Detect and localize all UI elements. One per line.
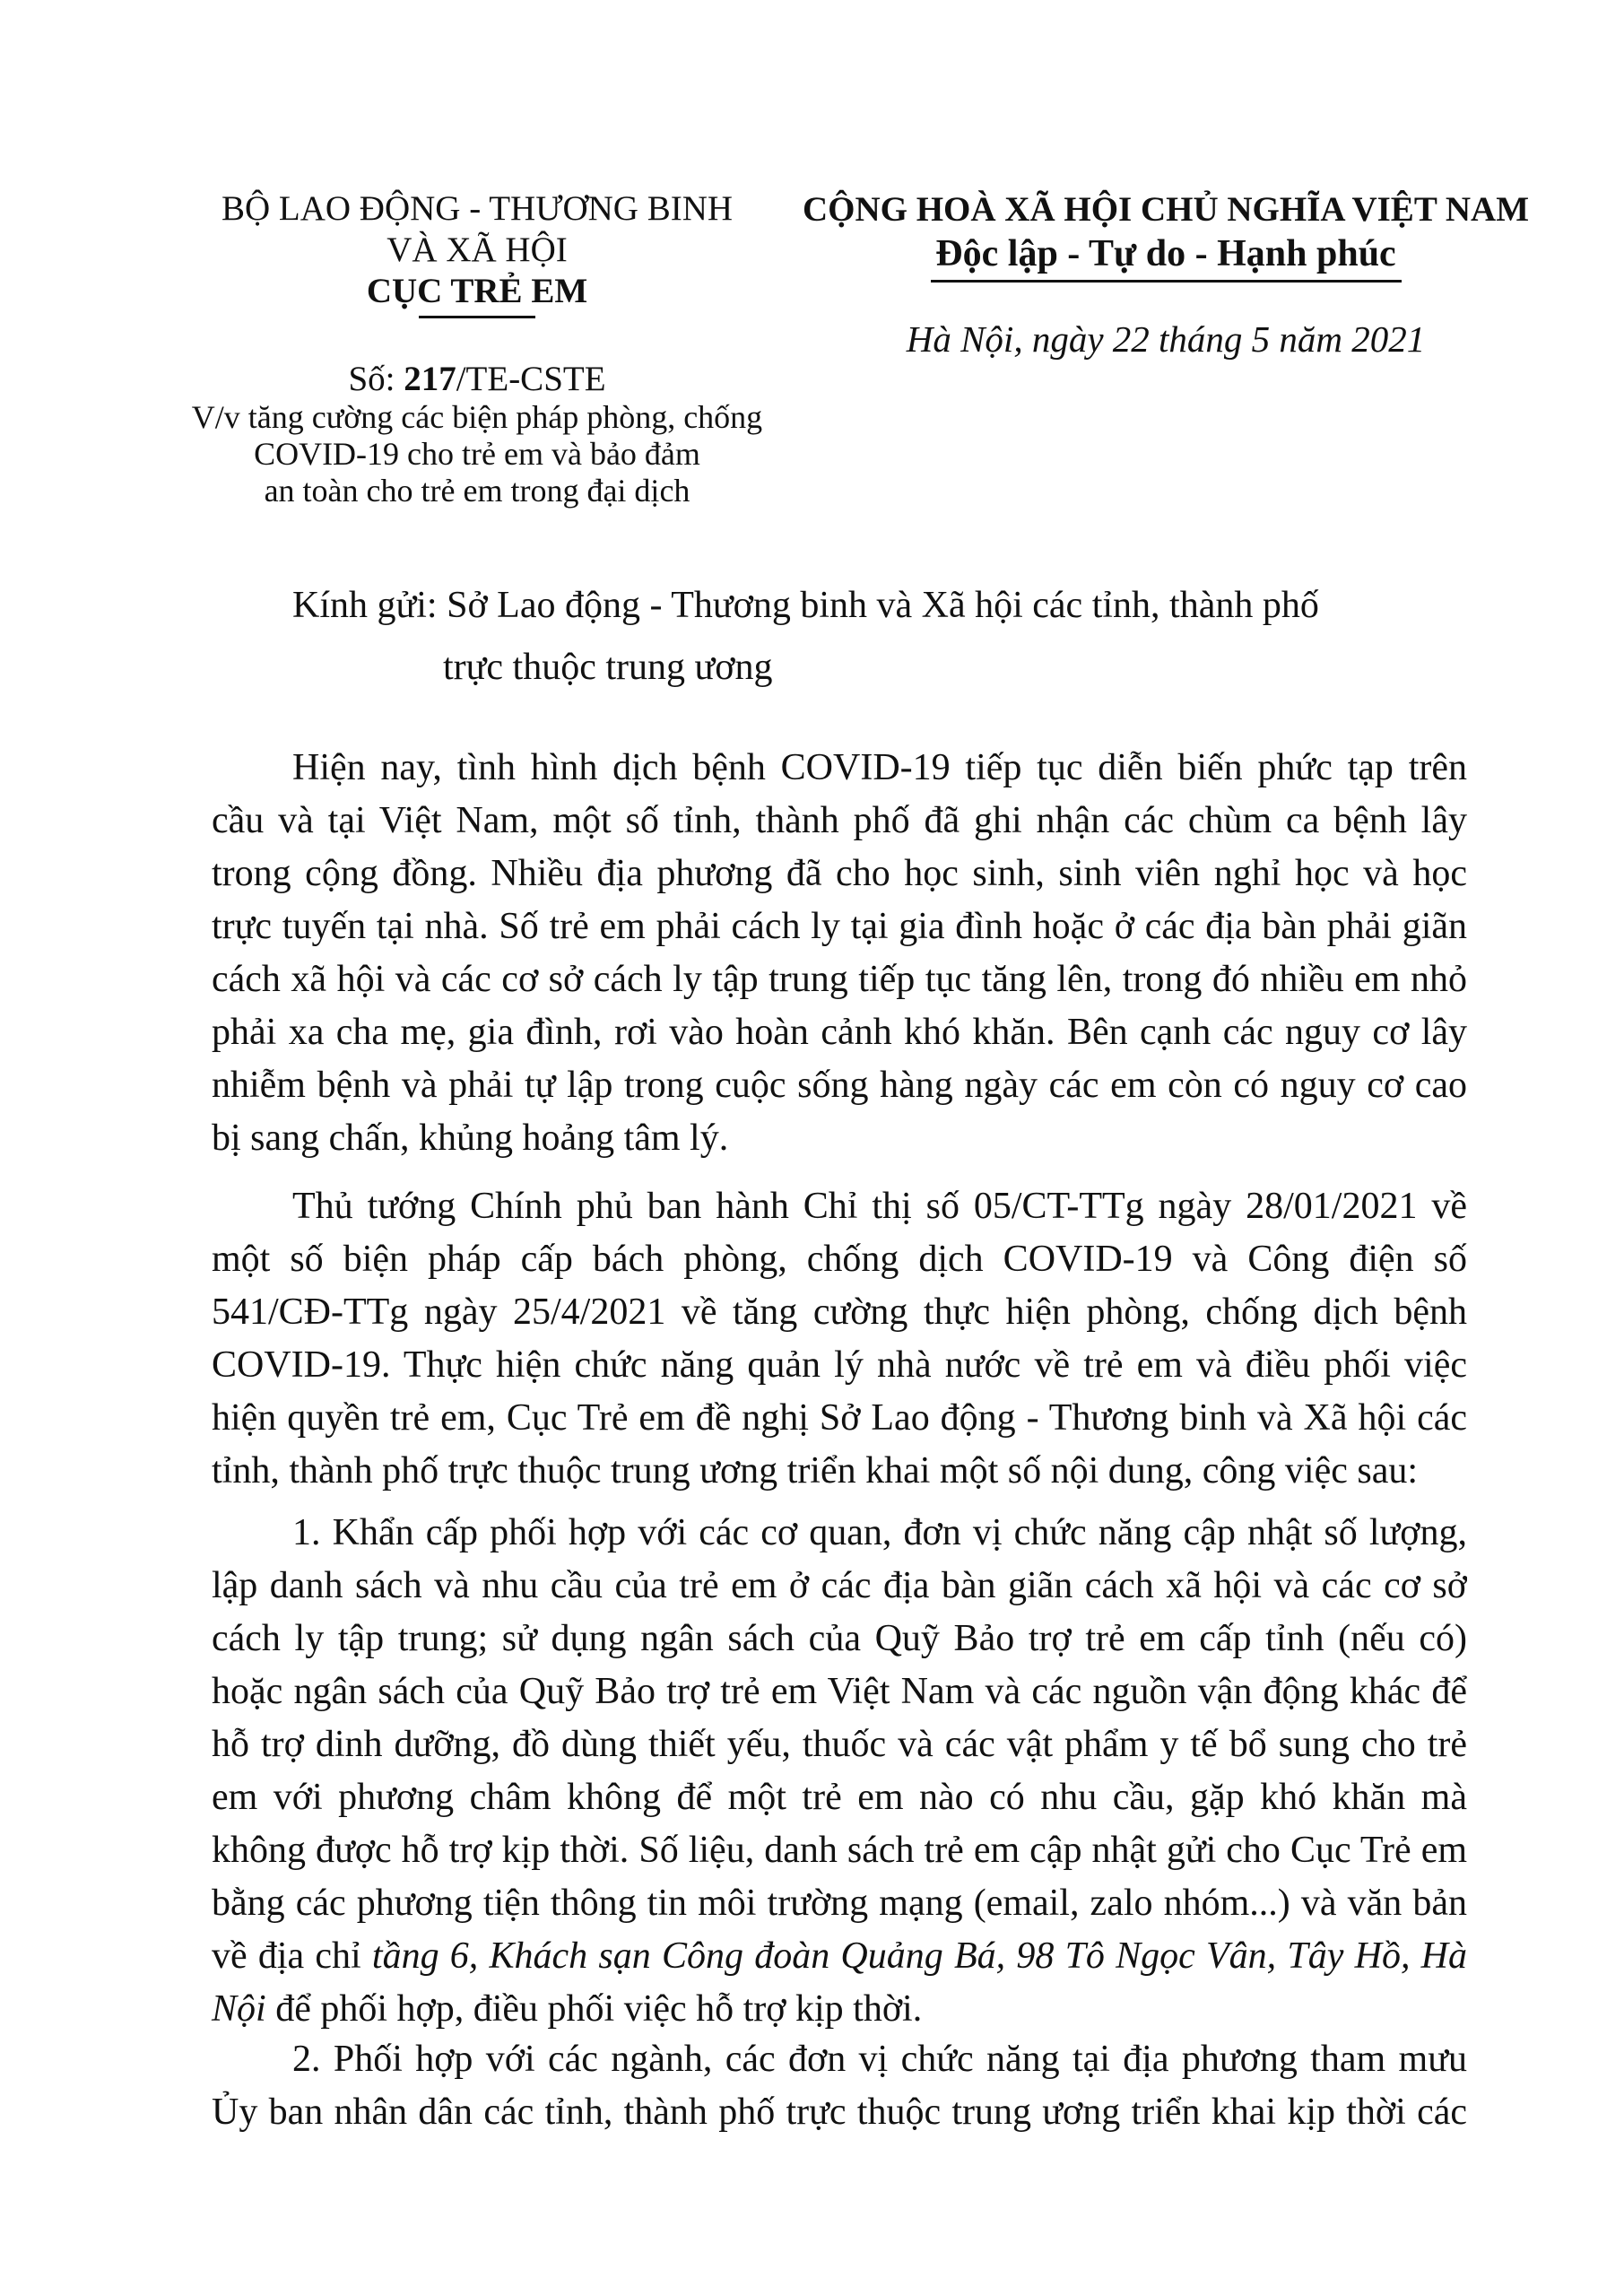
text-segment: trực tuyến tại nhà. Số trẻ em phải cách ly tại gia đình hoặc ở các địa bàn phải giãn (212, 906, 1467, 947)
subject-line: COVID-19 cho trẻ em và bảo đảm (254, 436, 700, 472)
text-segment: phải xa cha mẹ, gia đình, rơi vào hoàn cảnh khó khăn. Bên cạnh các nguy cơ lây (212, 1012, 1467, 1053)
paragraph-context (212, 742, 1467, 1165)
text-segment: Thủ tướng Chính phủ ban hành Chỉ thị số 05/CT-TTg ngày 28/01/2021 về (292, 1186, 1467, 1227)
nation-name: CỘNG HOÀ XÃ HỘI CHỦ NGHĨA VIỆT NAM (802, 190, 1530, 229)
text-line (212, 1507, 1467, 1560)
text-segment: nhiễm bệnh và phải tự lập trong cuộc sống hàng ngày các em còn có nguy cơ cao (212, 1065, 1467, 1106)
text-segment: hiện quyền trẻ em, Cục Trẻ em đề nghị Sở Lao động - Thương binh và Xã hội các (212, 1397, 1467, 1439)
text-segment: về địa chỉ (212, 1935, 372, 1977)
text-segment: bị sang chấn, khủng hoảng tâm lý. (212, 1118, 729, 1159)
text-line (212, 1665, 1467, 1718)
paragraph-item-1 (212, 1507, 1467, 2036)
text-line (212, 1006, 1467, 1059)
text-segment: hoặc ngân sách của Quỹ Bảo trợ trẻ em Việt Nam và các nguồn vận động khác để (212, 1671, 1467, 1712)
text-segment: cầu và tại Việt Nam, một số tỉnh, thành phố đã ghi nhận các chùm ca bệnh lây (212, 800, 1467, 841)
text-line (212, 1824, 1467, 1877)
ministry-name-line2: VÀ XÃ HỘI (386, 230, 568, 269)
recipient-line2: trực thuộc trung ương (443, 647, 773, 688)
place-and-date: Hà Nội, ngày 22 tháng 5 năm 2021 (906, 318, 1426, 360)
doc-number-prefix: Số: (348, 360, 404, 398)
text-segment: không được hỗ trợ kịp thời. Số liệu, danh sách trẻ em cập nhật gửi cho Cục Trẻ em (212, 1830, 1467, 1871)
recipient-block (212, 579, 1467, 694)
text-segment: 2. Phối hợp với các ngành, các đơn vị chức năng tại địa phương tham mưu (292, 2039, 1467, 2080)
document-number (136, 360, 818, 399)
text-line (212, 1983, 1467, 2036)
text-segment: lập danh sách và nhu cầu của trẻ em ở các địa bàn giãn cách xã hội và các cơ sở (212, 1565, 1467, 1606)
text-line (212, 848, 1467, 900)
department-name: CỤC TRẺ EM (366, 272, 588, 310)
text-segment: bằng các phương tiện thông tin môi trường mạng (email, zalo nhóm...) và văn bản (212, 1883, 1467, 1924)
text-line (212, 900, 1467, 953)
text-line (212, 795, 1467, 848)
national-motto: Độc lập - Tự do - Hạnh phúc (935, 233, 1396, 274)
text-line (212, 1877, 1467, 1930)
paragraph-item-2 (212, 2033, 1467, 2139)
text-line (212, 742, 1467, 795)
text-segment: để phối hợp, điều phối việc hỗ trợ kịp thời. (265, 1988, 923, 2030)
text-segment: trong cộng đồng. Nhiều địa phương đã cho học sinh, sinh viên nghỉ học và học (212, 853, 1467, 894)
text-line (212, 1180, 1467, 1233)
italic-address-text: Nội (212, 1988, 266, 2030)
text-line (212, 2033, 1467, 2086)
issuing-authority-block (136, 188, 818, 509)
text-line (212, 1930, 1467, 1983)
subject-line: an toàn cho trẻ em trong đại dịch (264, 473, 690, 509)
text-line (212, 2086, 1467, 2139)
text-segment: hỗ trợ dinh dưỡng, đồ dùng thiết yếu, thuốc và các vật phẩm y tế bổ sung cho trẻ (212, 1724, 1467, 1765)
text-segment: cách xã hội và các cơ sở cách ly tập trung tiếp tục tăng lên, trong đó nhiều em nhỏ (212, 959, 1467, 1000)
paragraph-directives (212, 1180, 1467, 1498)
subject-line: V/v tăng cường các biện pháp phòng, chống (191, 399, 763, 435)
text-segment: tỉnh, thành phố trực thuộc trung ương triển khai một số nội dung, công việc sau: (212, 1450, 1419, 1492)
text-line (212, 1339, 1467, 1392)
text-line (212, 1233, 1467, 1286)
text-line (212, 953, 1467, 1006)
text-line (212, 1059, 1467, 1112)
italic-address-text: tầng 6, Khách sạn Công đoàn Quảng Bá, 98 Tô Ngọc Vân, Tây Hồ, Hà (371, 1935, 1467, 1977)
text-segment: em với phương châm không để một trẻ em nào có nhu cầu, gặp khó khăn mà (212, 1777, 1467, 1818)
text-segment: Ủy ban nhân dân các tỉnh, thành phố trực thuộc trung ương triển khai kịp thời các (212, 2092, 1467, 2133)
doc-number-suffix: /TE-CSTE (456, 360, 606, 398)
doc-number-value: 217 (404, 360, 456, 398)
text-segment: cách ly tập trung; sử dụng ngân sách của Quỹ Bảo trợ trẻ em cấp tỉnh (nếu có) (212, 1618, 1467, 1659)
text-line (212, 1445, 1467, 1498)
text-segment: một số biện pháp cấp bách phòng, chống dịch COVID-19 và Công điện số (212, 1239, 1467, 1280)
text-line (212, 1112, 1467, 1165)
text-segment: 541/CĐ-TTg ngày 25/4/2021 về tăng cường thực hiện phòng, chống dịch bệnh (212, 1292, 1467, 1333)
text-line (212, 1560, 1467, 1613)
text-line (212, 1286, 1467, 1339)
national-title-block (762, 188, 1569, 361)
text-line (212, 1613, 1467, 1665)
text-segment: 1. Khẩn cấp phối hợp với các cơ quan, đơn vị chức năng cập nhật số lượng, (292, 1512, 1467, 1553)
recipient-line1: Kính gửi: Sở Lao động - Thương binh và Xã hội các tỉnh, thành phố (292, 585, 1319, 626)
text-segment: COVID-19. Thực hiện chức năng quản lý nhà nước về trẻ em và điều phối việc (212, 1344, 1467, 1386)
text-line (212, 1771, 1467, 1824)
text-line (212, 1718, 1467, 1771)
ministry-name-line1: BỘ LAO ĐỘNG - THƯƠNG BINH (221, 189, 734, 228)
text-segment: Hiện nay, tình hình dịch bệnh COVID-19 tiếp tục diễn biến phức tạp trên (292, 747, 1467, 788)
text-line (212, 1392, 1467, 1445)
department-underline (419, 316, 535, 318)
motto-underline (931, 280, 1402, 283)
